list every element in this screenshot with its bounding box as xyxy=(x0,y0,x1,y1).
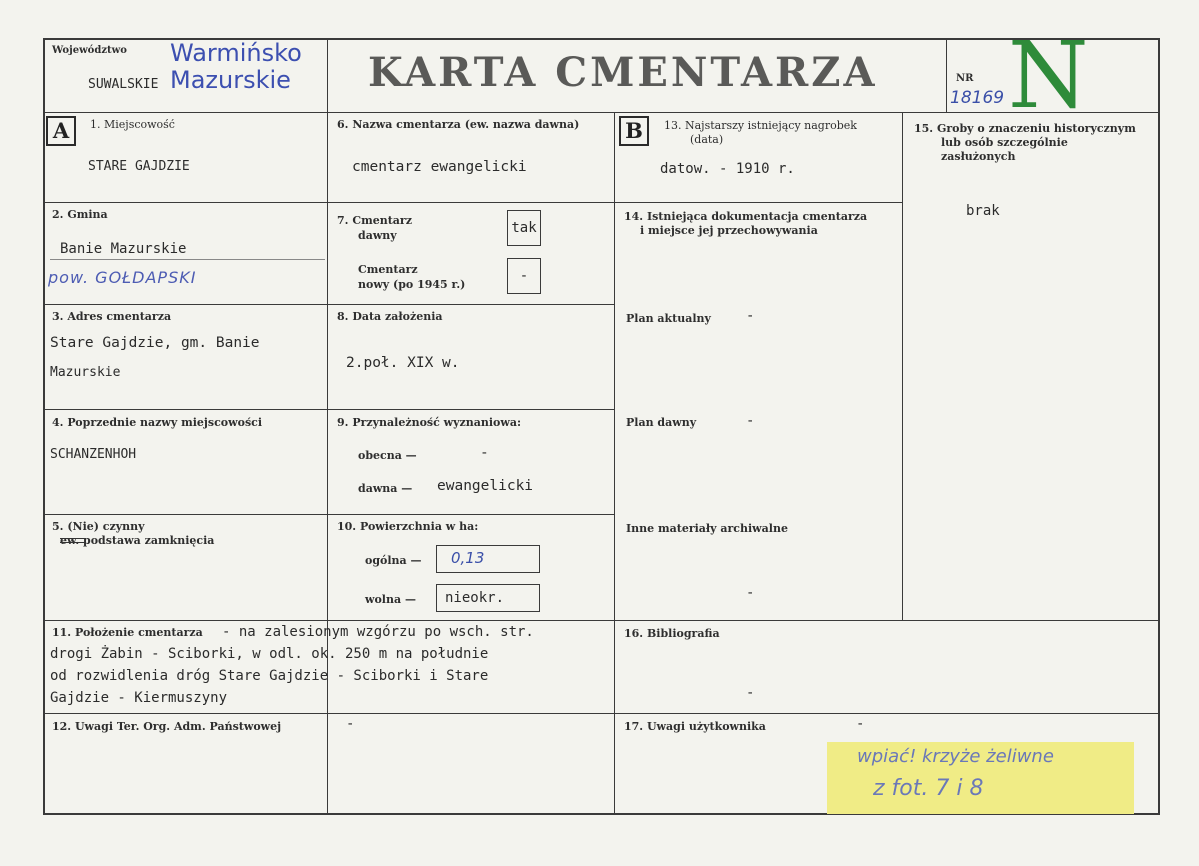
field-13-label-line1: 13. Najstarszy istniejący nagrobek xyxy=(664,119,857,132)
field-3-value-line2: Mazurskie xyxy=(50,365,121,380)
field-12-value: - xyxy=(346,716,355,732)
field-8-label: 8. Data założenia xyxy=(337,310,443,323)
field-11-line1: - na zalesionym wzgórzu po wsch. str. xyxy=(222,624,534,640)
section-b-marker: B xyxy=(619,116,649,146)
field-11-label: 11. Położenie cmentarza xyxy=(52,626,203,639)
stamp-line2: Mazurskie xyxy=(170,66,291,94)
field-9-current-value: - xyxy=(480,445,489,461)
field-7-label-old-2: dawny xyxy=(358,229,397,242)
field-13-label-line2: (data) xyxy=(690,133,724,146)
field-17-label: 17. Uwagi użytkownika xyxy=(624,720,766,733)
field-9-current-label: obecna — xyxy=(358,449,417,462)
field-11-line2: drogi Żabin - Sciborki, w odl. ok. 250 m na południe xyxy=(50,646,489,662)
field-15-label-line2: lub osób szczególnie xyxy=(941,136,1068,149)
letter-mark: N xyxy=(1008,22,1089,129)
field-10-label: 10. Powierzchnia w ha: xyxy=(337,520,479,533)
field-16-label: 16. Bibliografia xyxy=(624,627,720,640)
field-4-label: 4. Poprzednie nazwy miejscowości xyxy=(52,416,263,429)
nr-label: NR xyxy=(956,73,974,84)
field-6-label: 6. Nazwa cmentarza (ew. nazwa dawna) xyxy=(337,118,580,131)
field-17-value: - xyxy=(856,716,865,732)
field-15-value: brak xyxy=(966,203,1000,219)
divider xyxy=(614,112,615,815)
divider xyxy=(43,620,1160,621)
plan-current-value: - xyxy=(746,308,755,324)
divider xyxy=(327,112,328,815)
field-14-label-line2: i miejsce jej przechowywania xyxy=(640,224,818,237)
plan-old-value: - xyxy=(746,413,755,429)
field-7-old-box xyxy=(507,210,541,246)
field-16-value: - xyxy=(746,685,755,701)
sticky-note-line1: wpiać! krzyże żeliwne xyxy=(857,746,1054,767)
field-10-free-value: nieokr. xyxy=(445,590,505,606)
field-3-value-line1: Stare Gajdzie, gm. Banie xyxy=(50,335,260,351)
strike-line xyxy=(60,538,86,539)
sticky-note xyxy=(827,742,1134,814)
field-11-line4: Gajdzie - Kiermuszyny xyxy=(50,690,228,706)
field-10-total-label: ogólna — xyxy=(365,554,422,567)
field-7-label-new-2: nowy (po 1945 r.) xyxy=(358,278,466,291)
divider xyxy=(43,304,615,305)
field-3-label: 3. Adres cmentarza xyxy=(52,310,172,323)
stamp-line1: Warmińsko xyxy=(170,39,302,67)
field-9-former-label: dawna — xyxy=(358,482,413,495)
plan-old-label: Plan dawny xyxy=(626,416,697,429)
field-5-label-line1: 5. (Nie) czynny xyxy=(52,520,145,533)
divider xyxy=(43,514,615,515)
divider xyxy=(902,112,903,621)
field-7-new-value: - xyxy=(519,268,529,284)
field-6-value: cmentarz ewangelicki xyxy=(352,159,527,175)
field-8-value: 2.poł. XIX w. xyxy=(346,355,460,371)
divider xyxy=(327,38,328,113)
field-7-new-box xyxy=(507,258,541,294)
field-5-label-line2: ew. podstawa zamknięcia xyxy=(60,534,215,547)
nr-handwritten: 18169 xyxy=(950,88,1005,108)
other-materials-label: Inne materiały archiwalne xyxy=(626,522,788,535)
field-4-value: SCHANZENHOH xyxy=(50,447,137,462)
field-12-label: 12. Uwagi Ter. Org. Adm. Państwowej xyxy=(52,720,282,733)
strike-line xyxy=(60,542,86,543)
divider xyxy=(43,112,1160,113)
divider xyxy=(614,202,903,203)
plan-current-label: Plan aktualny xyxy=(626,312,711,325)
field-11-line3: od rozwidlenia dróg Stare Gajdzie - Sciborki i Stare xyxy=(50,668,489,684)
field-13-value: datow. - 1910 r. xyxy=(660,161,795,177)
field-10-total-value: 0,13 xyxy=(451,549,485,567)
field-2-handwritten: pow. GOŁDAPSKI xyxy=(48,268,197,287)
voivodeship-typed: SUWALSKIE xyxy=(88,77,159,92)
field-9-label: 9. Przynależność wyznaniowa: xyxy=(337,416,522,429)
other-materials-value: - xyxy=(746,585,755,601)
sticky-note-line2: z fot. 7 i 8 xyxy=(873,776,984,801)
field-9-former-value: ewangelicki xyxy=(437,478,534,494)
field-15-label-line3: zasłużonych xyxy=(941,150,1016,163)
field-2-label: 2. Gmina xyxy=(52,208,108,221)
field-10-free-box xyxy=(436,584,540,612)
field-2-value: Banie Mazurskie xyxy=(60,241,187,257)
field-7-old-value: tak xyxy=(511,220,537,236)
divider xyxy=(946,38,947,113)
field-7-label-old-1: 7. Cmentarz xyxy=(337,214,412,227)
section-a-marker: A xyxy=(46,116,76,146)
divider xyxy=(43,713,1160,714)
field-10-total-box xyxy=(436,545,540,573)
card-title: KARTA CMENTARZA xyxy=(368,49,878,96)
voivodeship-label: Województwo xyxy=(52,45,127,56)
field-14-label-line1: 14. Istniejąca dokumentacja cmentarza xyxy=(624,210,868,223)
field-15-label-line1: 15. Groby o znaczeniu historycznym xyxy=(914,122,1136,135)
field-1-label: 1. Miejscowość xyxy=(90,118,175,131)
divider xyxy=(43,409,615,410)
field-1-value: STARE GAJDZIE xyxy=(88,159,190,174)
field-7-label-new-1: Cmentarz xyxy=(358,263,418,276)
divider xyxy=(43,202,615,203)
field-10-free-label: wolna — xyxy=(365,593,416,606)
